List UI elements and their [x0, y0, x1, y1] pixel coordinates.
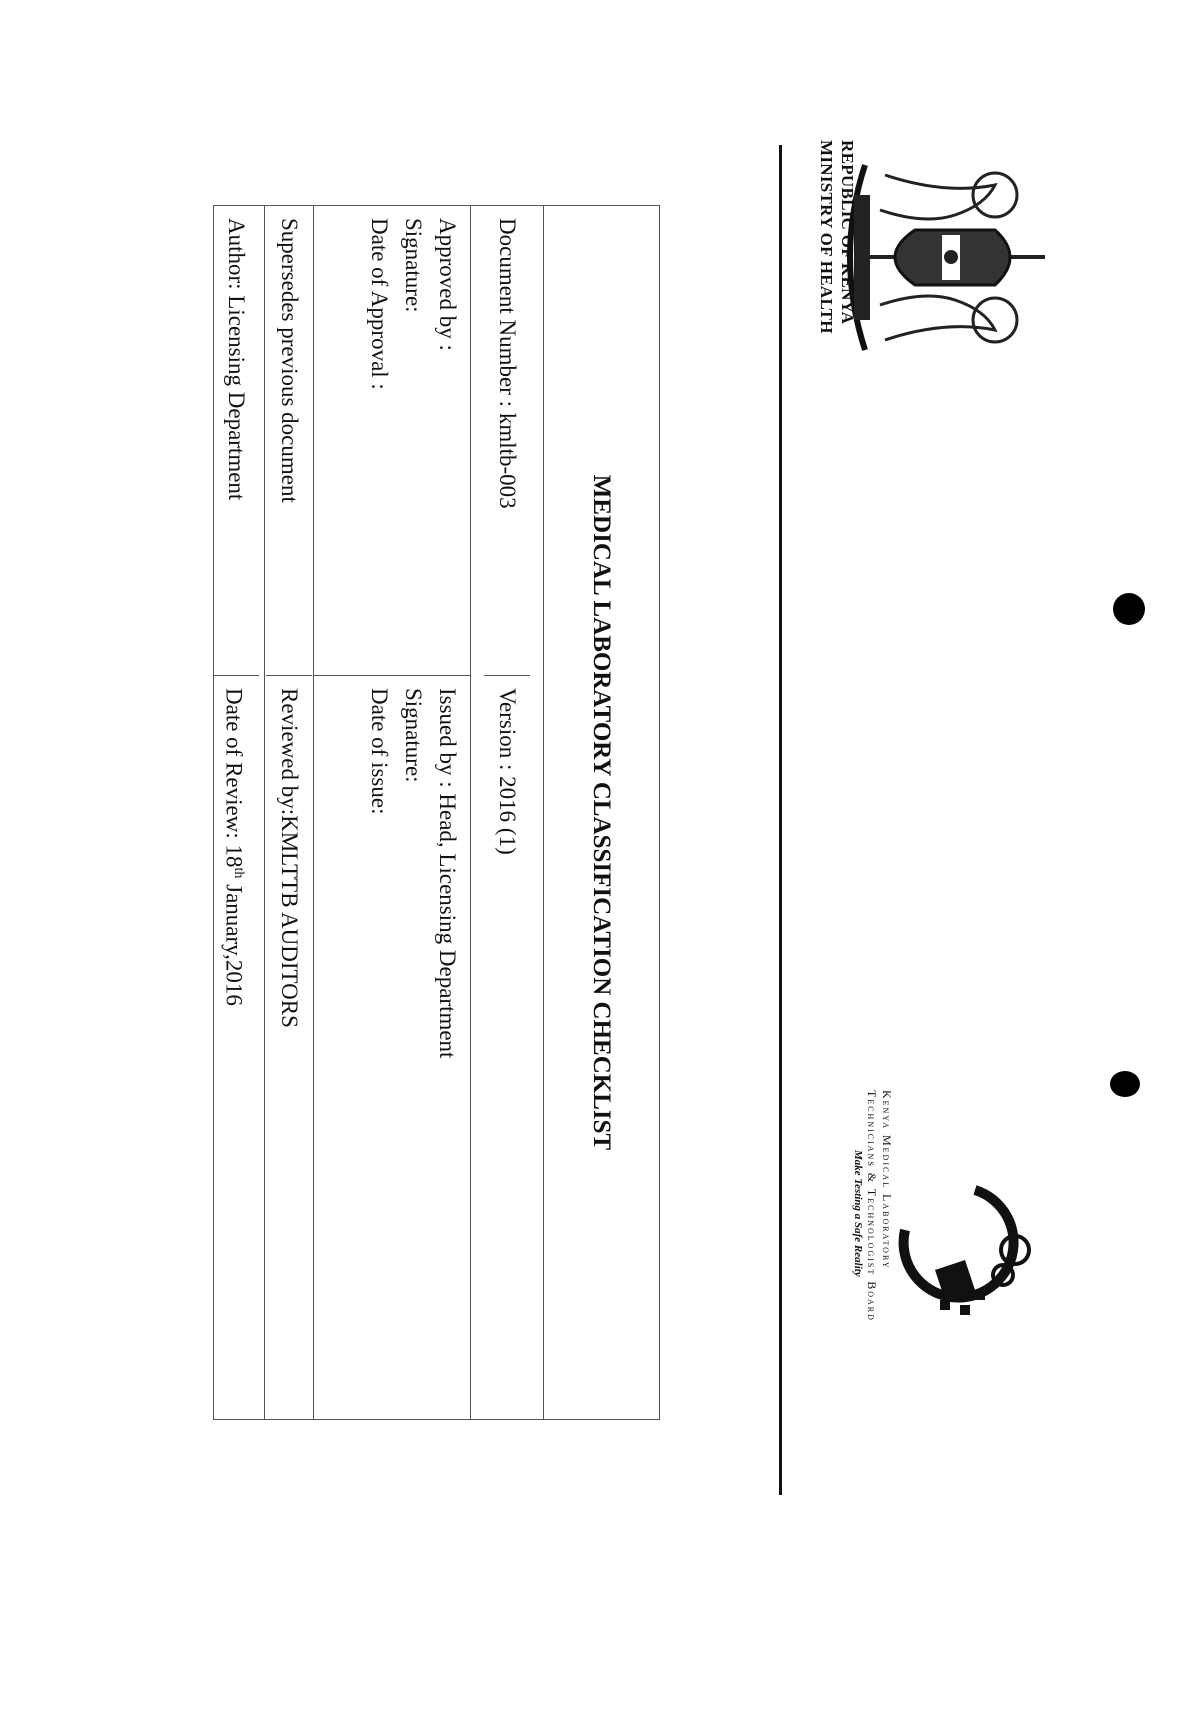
- document-control-table: [213, 205, 660, 1420]
- header-rule: [779, 145, 782, 1495]
- author: Author: Licensing Department: [224, 218, 249, 501]
- document-number-cell: [484, 206, 530, 676]
- issue-cell: [314, 676, 470, 1419]
- supersedes: Supersedes previous document: [277, 218, 302, 503]
- reviewed-by: Reviewed by:KMLTTB AUDITORS: [277, 688, 302, 1028]
- approval-cell: [314, 206, 470, 676]
- document-number: Document Number : kmltb-003: [495, 218, 520, 509]
- version: Version : 2016 (1): [495, 688, 520, 855]
- republic-label: REPUBLIC OF KENYA: [838, 140, 857, 325]
- approved-by: Approved by :: [435, 218, 460, 351]
- table-row: [470, 206, 543, 1419]
- version-cell: [484, 676, 530, 1419]
- date-of-issue: Date of issue:: [367, 688, 392, 815]
- date-of-review-cell: [211, 676, 262, 1419]
- kmlttb-name-line1: Kenya Medical Laboratory: [880, 1090, 894, 1270]
- scan-punch-hole: [1113, 593, 1145, 625]
- reviewed-by-cell: [266, 676, 312, 1419]
- table-row: [264, 206, 313, 1419]
- issue-signature: Signature:: [401, 688, 426, 783]
- approval-signature: Signature:: [401, 218, 426, 313]
- date-of-review: Date of Review: 18th January,2016: [221, 688, 247, 1006]
- kmlttb-name-line2: Technicians & Technologist Board: [865, 1090, 879, 1322]
- kmlttb-name: [864, 1090, 894, 1590]
- kmlttb-tagline: Make Testing a Safe Reality: [852, 1150, 864, 1277]
- author-cell: [213, 206, 259, 676]
- ministry-label: MINISTRY OF HEALTH: [817, 140, 836, 334]
- scan-punch-hole: [1110, 1071, 1140, 1097]
- date-of-approval: Date of Approval :: [367, 218, 392, 390]
- table-row: [208, 206, 264, 1419]
- document-title: MEDICAL LABORATORY CLASSIFICATION CHECKLIST: [543, 206, 659, 1419]
- supersedes-cell: [266, 206, 312, 676]
- issued-by: Issued by : Head, Licensing Department: [435, 688, 460, 1059]
- table-row: [313, 206, 470, 1419]
